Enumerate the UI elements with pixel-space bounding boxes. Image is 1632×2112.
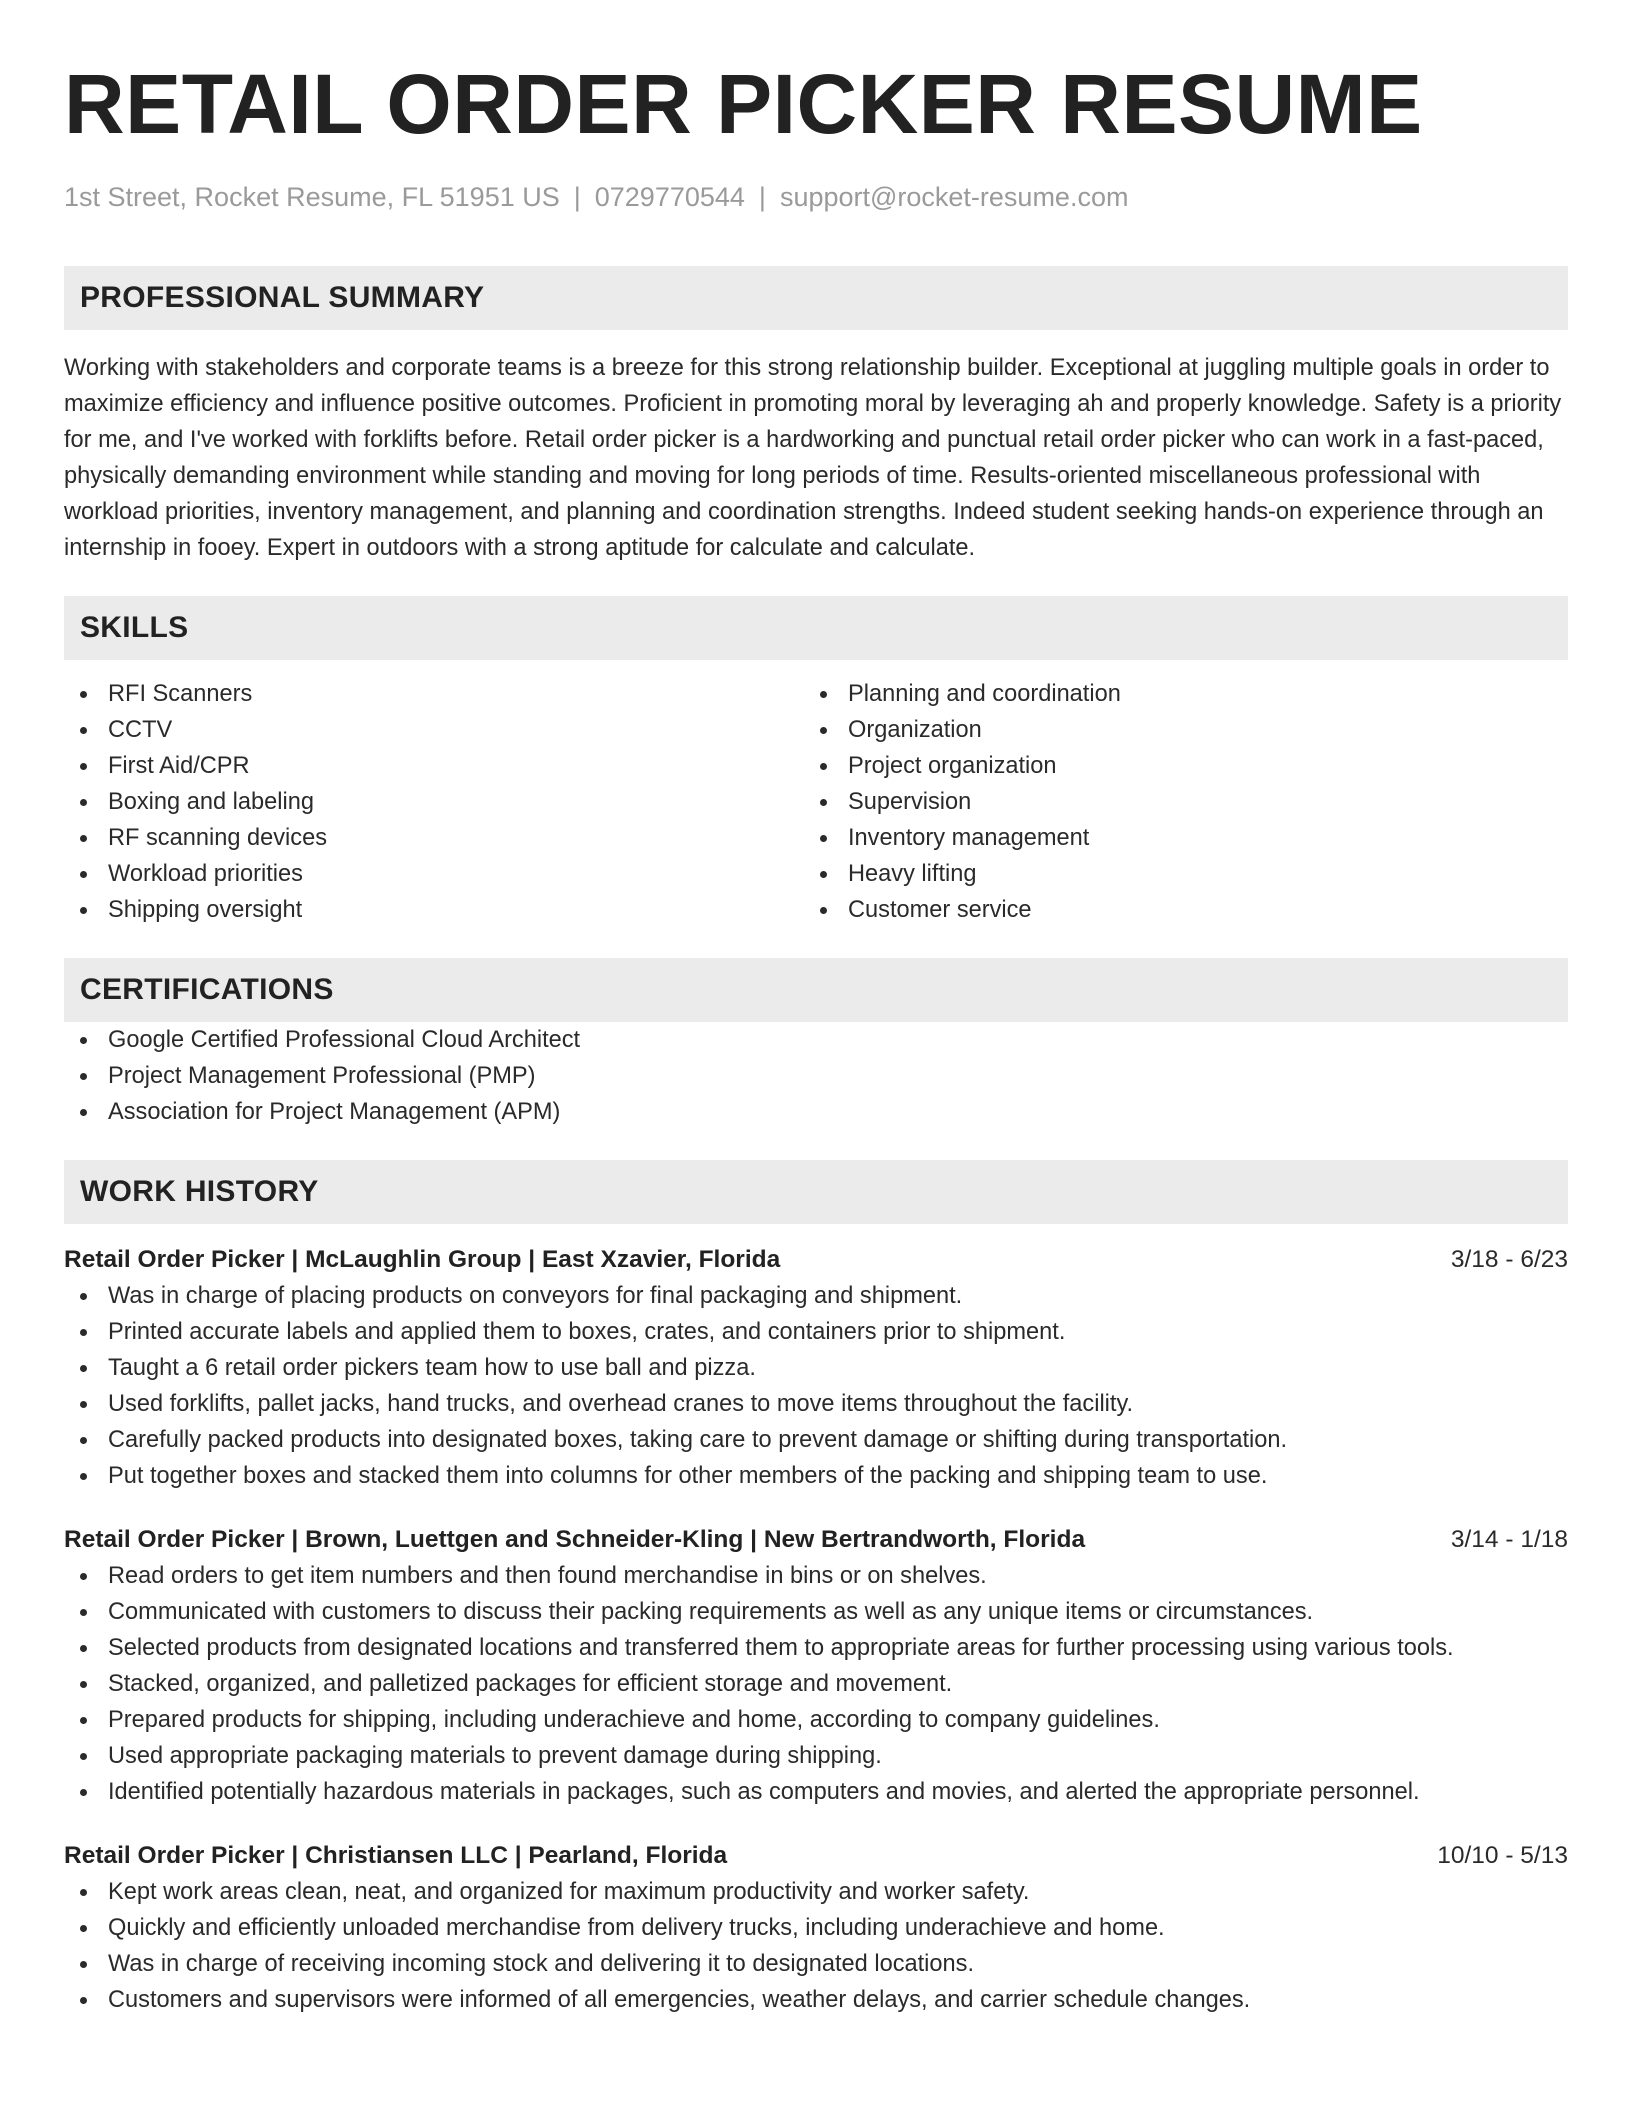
skill-item: CCTV: [64, 712, 804, 748]
skill-item: Organization: [804, 712, 1544, 748]
skill-item: Shipping oversight: [64, 892, 804, 928]
job-bullet: Was in charge of receiving incoming stock and delivering it to designated locations.: [64, 1946, 1568, 1982]
contact-separator: |: [573, 182, 581, 212]
job-bullet: Stacked, organized, and palletized packages for efficient storage and movement.: [64, 1666, 1568, 1702]
job-bullet: Was in charge of placing products on conveyors for final packaging and shipment.: [64, 1278, 1568, 1314]
job-bullet: Selected products from designated locations and transferred them to appropriate areas for further processing using various tools.: [64, 1630, 1568, 1666]
job-bullet: Printed accurate labels and applied them to boxes, crates, and containers prior to shipment.: [64, 1314, 1568, 1350]
job-header: [64, 1242, 1568, 1278]
certification-item: Association for Project Management (APM): [64, 1094, 1568, 1130]
job-bullet: Carefully packed products into designated boxes, taking care to prevent damage or shifting during transportation.: [64, 1422, 1568, 1458]
skill-item: Customer service: [804, 892, 1544, 928]
job-bullet: Communicated with customers to discuss their packing requirements as well as any unique items or circumstances.: [64, 1594, 1568, 1630]
section-heading-summary: PROFESSIONAL SUMMARY: [64, 266, 1568, 330]
skill-item: Heavy lifting: [804, 856, 1544, 892]
contact-separator: |: [758, 182, 766, 212]
job-bullet: Customers and supervisors were informed of all emergencies, weather delays, and carrier schedule changes.: [64, 1982, 1568, 2018]
job-bullet-list: [64, 1874, 1568, 2018]
job-header: [64, 1838, 1568, 1874]
job-bullet-list: [64, 1278, 1568, 1494]
job-bullet: Kept work areas clean, neat, and organized for maximum productivity and worker safety.: [64, 1874, 1568, 1910]
skill-item: Inventory management: [804, 820, 1544, 856]
job-bullet: Prepared products for shipping, including underachieve and home, according to company guidelines.: [64, 1702, 1568, 1738]
job-entry: [64, 1838, 1568, 2018]
contact-line: [64, 180, 1568, 214]
skills-column-right: [804, 676, 1544, 928]
certification-item: Google Certified Professional Cloud Architect: [64, 1022, 1568, 1058]
section-heading-certifications: CERTIFICATIONS: [64, 958, 1568, 1022]
skill-item: Project organization: [804, 748, 1544, 784]
job-dates: 10/10 - 5/13: [1437, 1842, 1568, 1869]
job-entry: [64, 1242, 1568, 1494]
skill-item: RF scanning devices: [64, 820, 804, 856]
job-entry: [64, 1522, 1568, 1810]
section-heading-work-history: WORK HISTORY: [64, 1160, 1568, 1224]
skill-item: Supervision: [804, 784, 1544, 820]
skills-grid: [64, 676, 1568, 928]
section-heading-skills: SKILLS: [64, 596, 1568, 660]
job-bullet-list: [64, 1558, 1568, 1810]
resume-title: RETAIL ORDER PICKER RESUME: [64, 57, 1423, 151]
job-title: Retail Order Picker | Christiansen LLC | Pearland, Florida: [64, 1842, 728, 1869]
contact-address: 1st Street, Rocket Resume, FL 51951 US: [64, 182, 560, 212]
certifications-list: [64, 1022, 1568, 1130]
job-title: Retail Order Picker | Brown, Luettgen and Schneider-Kling | New Bertrandworth, Florida: [64, 1526, 1086, 1553]
job-dates: 3/14 - 1/18: [1450, 1526, 1568, 1553]
skill-item: RFI Scanners: [64, 676, 804, 712]
job-bullet: Taught a 6 retail order pickers team how to use ball and pizza.: [64, 1350, 1568, 1386]
skill-item: Planning and coordination: [804, 676, 1544, 712]
skill-item: First Aid/CPR: [64, 748, 804, 784]
job-header: [64, 1522, 1568, 1558]
job-title: Retail Order Picker | McLaughlin Group | East Xzavier, Florida: [64, 1246, 781, 1273]
job-bullet: Used appropriate packaging materials to prevent damage during shipping.: [64, 1738, 1568, 1774]
certification-item: Project Management Professional (PMP): [64, 1058, 1568, 1094]
job-bullet: Used forklifts, pallet jacks, hand trucks, and overhead cranes to move items throughout the facility.: [64, 1386, 1568, 1422]
skill-item: Boxing and labeling: [64, 784, 804, 820]
skill-item: Workload priorities: [64, 856, 804, 892]
job-bullet: Identified potentially hazardous materials in packages, such as computers and movies, and alerted the appropriate personnel.: [64, 1774, 1568, 1810]
job-bullet: Put together boxes and stacked them into columns for other members of the packing and shipping team to use.: [64, 1458, 1568, 1494]
contact-phone: 0729770544: [594, 182, 745, 212]
job-dates: 3/18 - 6/23: [1450, 1246, 1568, 1273]
summary-text: Working with stakeholders and corporate teams is a breeze for this strong relationship builder. Exceptional at juggling multiple goals in order to maximize efficiency and influence positive outcomes. Proficient in promoting moral by leveraging ah and properly knowledge. Safety is a priority for me, and I've worked with forklifts before. Retail order picker is a hardworking and punctual retail order picker who can work in a fast-paced, physically demanding environment while standing and moving for long periods of time. Results-oriented miscellaneous professional with workload priorities, inventory management, and planning and coordination strengths. Indeed student seeking hands-on experience through an internship in fooey. Expert in outdoors with a strong aptitude for calculate and calculate.: [64, 355, 1562, 561]
skills-column-left: [64, 676, 804, 928]
job-bullet: Quickly and efficiently unloaded merchandise from delivery trucks, including underachieve and home.: [64, 1910, 1568, 1946]
job-bullet: Read orders to get item numbers and then found merchandise in bins or on shelves.: [64, 1558, 1568, 1594]
contact-email: support@rocket-resume.com: [779, 182, 1129, 212]
